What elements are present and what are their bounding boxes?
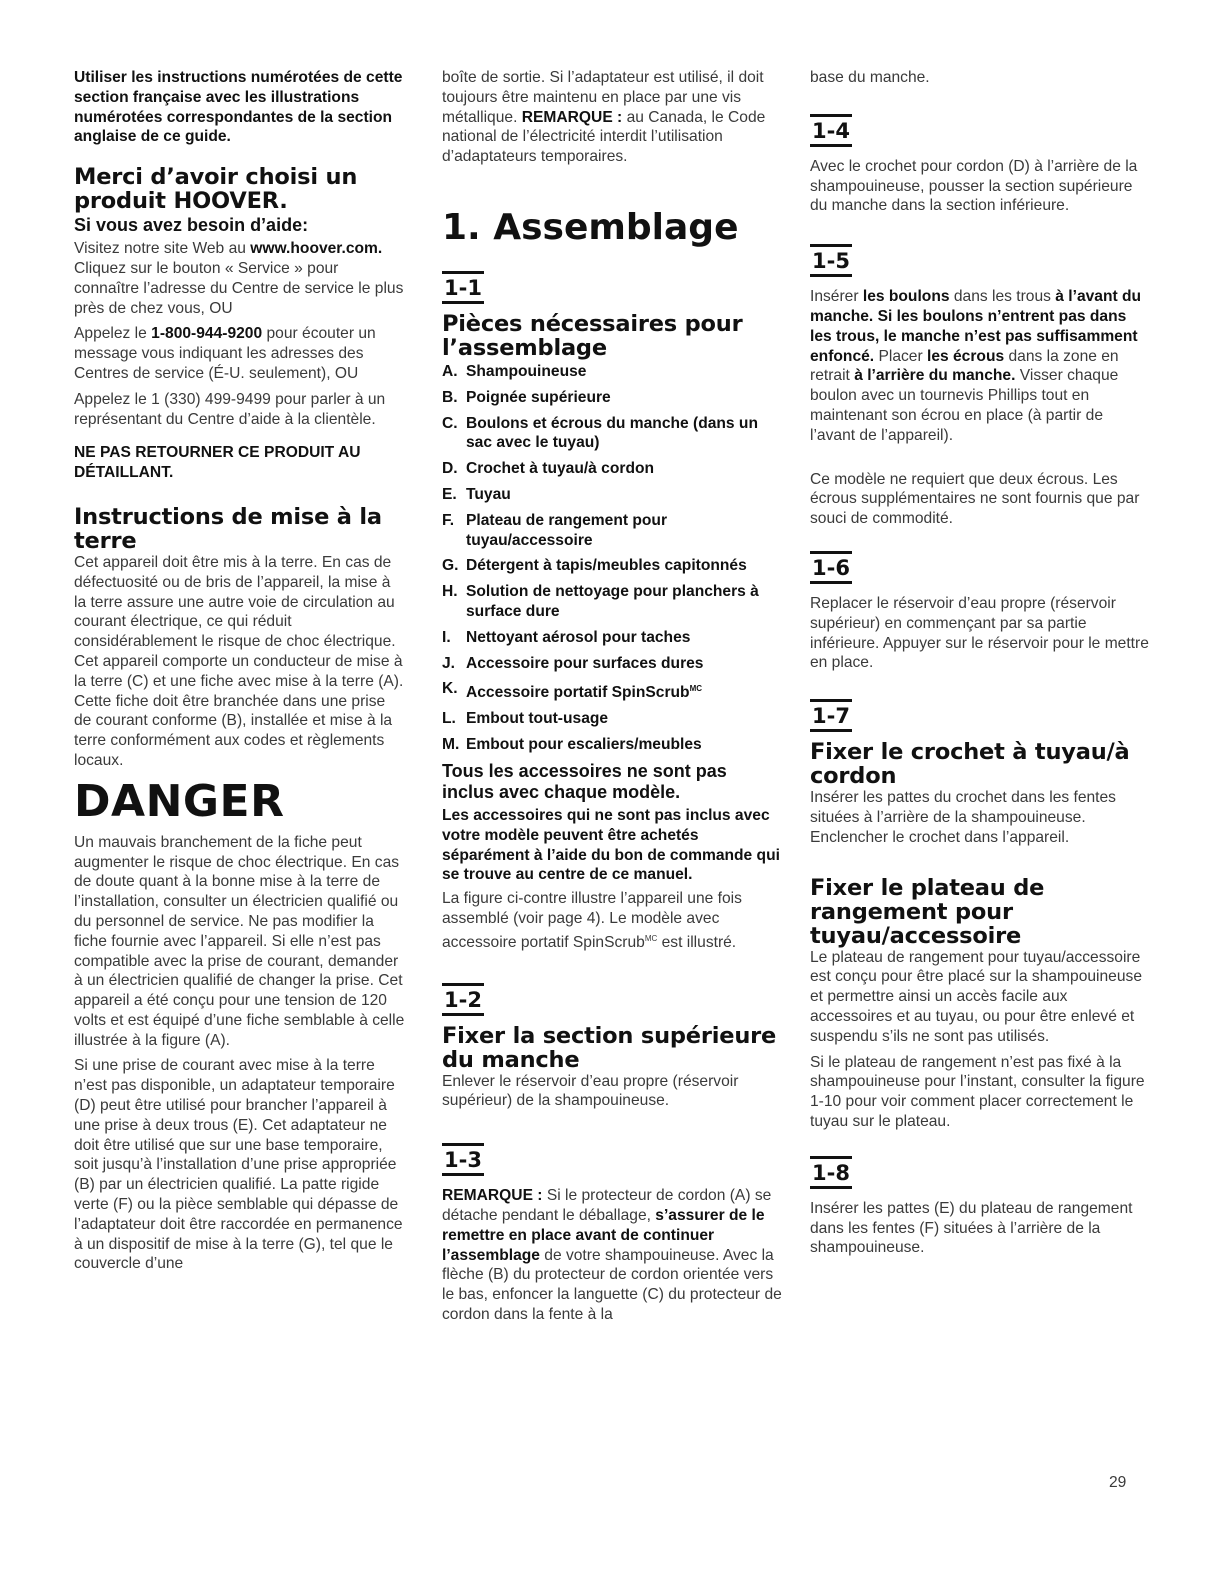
adapter-continued: boîte de sortie. Si l’adaptateur est utilisé, il doit toujours être maintenu en place par une vis métallique. REMARQUE : au Canada, le Code national de l’électricité interdit l’utilisation d’adaptateurs temporaires. <box>442 69 766 166</box>
step-1-6: 1-6 <box>810 551 852 584</box>
not-all-accessories: Tous les accessoires ne sont pas inclus avec chaque modèle. <box>442 760 727 802</box>
part-item: D. Crochet à tuyau/à cordon <box>442 460 655 478</box>
column-left <box>74 68 406 1280</box>
order-note: Les accessoires qui ne sont pas inclus avec votre modèle peuvent être achetés séparément à l’aide du bon de commande qui se trouve au centre de ce manuel. <box>442 806 780 884</box>
nuts-note: Ce modèle ne requiert que deux écrous. Les écrous supplémentaires ne sont fournis que par souci de commodité. <box>810 470 1140 528</box>
danger-paragraph-1: Un mauvais branchement de la fiche peut augmenter le risque de choc électrique. En cas de doute quant à la bonne mise à la terre de l’installation, consulter un électricien qualifié ou du personnel de service. Ne pas modifier la fiche fournie avec l’appareil. Si elle n’est pas compatible avec la prise de courant, demander à un électricien qualifié de changer la prise. Cet appareil a été conçu pour une tension de 120 volts et est équipé d’une fiche semblable à celle illustrée à la figure (A). <box>74 833 405 1049</box>
tray-paragraph-2: Si le plateau de rangement n’est pas fixé à la shampouineuse pour l’instant, consulter la figure 1-10 pour voir comment placer correctement le tuyau sur le plateau. <box>810 1053 1145 1130</box>
cord-continued: base du manche. <box>810 69 930 86</box>
danger-heading: DANGER <box>74 775 285 827</box>
part-item: M. Embout pour escaliers/meubles <box>442 736 702 754</box>
step-1-3-text: REMARQUE : Si le protecteur de cordon (A) se détache pendant le déballage, s’assurer de le remettre en place avant de continuer l’assemblage de votre shampouineuse. Avec la flèche (B) du protecteur de cordon orientée vers le bas, enfoncer la languette (C) du protecteur de cordon dans la fente à la <box>442 1187 782 1324</box>
part-item: H. Solution de nettoyage pour planchers à surface dure <box>442 583 759 620</box>
step-1-6-text: Replacer le réservoir d’eau propre (réservoir supérieur) en commençant par sa partie inférieure. Appuyer sur le réservoir pour le mettre en place. <box>810 594 1149 672</box>
column-middle <box>442 68 782 1331</box>
danger-paragraph-2: Si une prise de courant avec mise à la terre n’est pas disponible, un adaptateur temporaire (D) peut être utilisé pour brancher l’appareil à une prise à deux trous (E). Cet adaptateur ne doit être utilisé que sur une base temporaire, soit jusqu’à l’installation d’une prise appropriée (B) par un électricien qualifié. La patte rigide verte (F) ou la pièce semblable qui dépasse de l’adaptateur doit être raccordée en permanence à un dispositif de mise à la terre (G), tel que le couvercle d’une <box>74 1057 403 1273</box>
part-item: L. Embout tout-usage <box>442 710 609 728</box>
step-1-5-text: Insérer les boulons dans les trous à l’avant du manche. Si les boulons n’entrent pas dans les trous, le manche n’est pas suffisamment enfoncé. Placer les écrous dans la zone en retrait à l’arrière du manche. Visser chaque boulon avec un tournevis Phillips tout en maintenant son écrou en place (à partir de l’avant de l’appareil). <box>810 288 1142 444</box>
help-heading: Si vous avez besoin d’aide: <box>74 215 309 236</box>
part-item: I. Nettoyant aérosol pour taches <box>442 628 691 646</box>
part-item: A. Shampouineuse <box>442 362 587 380</box>
tray-heading: Fixer le plateau de rangement pour tuyau/accessoire <box>810 874 1045 949</box>
help-paragraph-center: Appelez le 1 (330) 499-9499 pour parler à un représentant du Centre d’aide à la clientèle. <box>74 390 386 428</box>
fix-section-heading: Fixer la section supérieure du manche <box>442 1022 777 1073</box>
step-1-2: 1-2 <box>442 983 484 1016</box>
help-paragraph-web: Visitez notre site Web au www.hoover.com. Cliquez sur le bouton « Service » pour connaître l’adresse du Centre de service le plus près de chez vous, OU <box>74 240 404 317</box>
no-return-notice: NE PAS RETOURNER CE PRODUIT AU DÉTAILLANT. <box>74 444 361 482</box>
step-1-3: 1-3 <box>442 1143 484 1176</box>
hook-text: Insérer les pattes du crochet dans les fentes situées à l’arrière de la shampouineuse. Enclencher le crochet dans l’appareil. <box>810 789 1116 846</box>
part-item: C. Boulons et écrous du manche (dans un sac avec le tuyau) <box>442 414 758 452</box>
website-url: www.hoover.com. <box>250 240 383 258</box>
grounding-heading: Instructions de mise à la terre <box>74 503 382 554</box>
part-item: B. Poignée supérieure <box>442 388 611 406</box>
step-1-1: 1-1 <box>442 271 484 304</box>
hook-heading: Fixer le crochet à tuyau/à cordon <box>810 739 1130 790</box>
figure-note: La figure ci-contre illustre l’appareil une fois assemblé (voir page 4). Le modèle avec accessoire portatif SpinScrub$^{MC}$ est illustré. <box>442 890 742 951</box>
pieces-heading: Pièces nécessaires pour l’assemblage <box>442 310 743 361</box>
thanks-heading: Merci d’avoir choisi un produit HOOVER. <box>74 164 358 215</box>
tray-paragraph-1: Le plateau de rangement pour tuyau/accessoire est conçu pour être placé sur la shampouineuse et permettre ainsi un accès facile aux accessoires et au tuyau, ou pour être enlevé et suspendu s’ils ne sont pas utilisés. <box>810 948 1142 1045</box>
part-item: E. Tuyau <box>442 485 511 503</box>
step-1-4-text: Avec le crochet pour cordon (D) à l’arrière de la shampouineuse, pousser la section supérieure du manche dans la section inférieure. <box>810 157 1138 215</box>
part-item: F. Plateau de rangement pour tuyau/accessoire <box>442 511 668 549</box>
step-1-8-text: Insérer les pattes (E) du plateau de rangement dans les fentes (F) situées à l’arrière de la shampouineuse. <box>810 1199 1133 1257</box>
step-1-5: 1-5 <box>810 244 852 277</box>
fix-section-text: Enlever le réservoir d’eau propre (réservoir supérieur) de la shampouineuse. <box>442 1072 739 1110</box>
help-paragraph-phone: Appelez le 1-800-944-9200 pour écouter un message vous indiquant les adresses des Centres de service (É-U. seulement), OU <box>74 325 376 382</box>
page-number: 29 <box>1109 1474 1127 1491</box>
step-1-4: 1-4 <box>810 114 852 147</box>
assemblage-heading: 1. Assemblage <box>442 206 739 248</box>
column-right <box>810 68 1150 1264</box>
part-item: K. Accessoire portatif SpinScrub$^{MC}$ <box>442 680 703 702</box>
part-item: G. Détergent à tapis/meubles capitonnés <box>442 557 747 575</box>
grounding-text: Cet appareil doit être mis à la terre. En cas de défectuosité ou de bris de l’appareil, la mise à la terre assure une autre voie de circulation au courant électrique, ce qui réduit considérablement le risque de choc électrique. Cet appareil comporte un conducteur de mise à la terre (C) et une fiche avec mise à la terre (A). Cette fiche doit être branchée dans une prise de courant conforme (B), installée et mise à la terre conformément aux codes et règlements locaux. <box>74 553 404 769</box>
step-1-7: 1-7 <box>810 699 852 732</box>
phone-number: 1-800-944-9200 <box>151 325 263 343</box>
parts-list <box>442 362 782 755</box>
part-item: J. Accessoire pour surfaces dures <box>442 654 704 672</box>
step-1-8: 1-8 <box>810 1156 852 1189</box>
intro-text: Utiliser les instructions numérotées de cette section française avec les illustrations numérotées correspondantes de la section anglaise de ce guide. <box>74 69 403 146</box>
